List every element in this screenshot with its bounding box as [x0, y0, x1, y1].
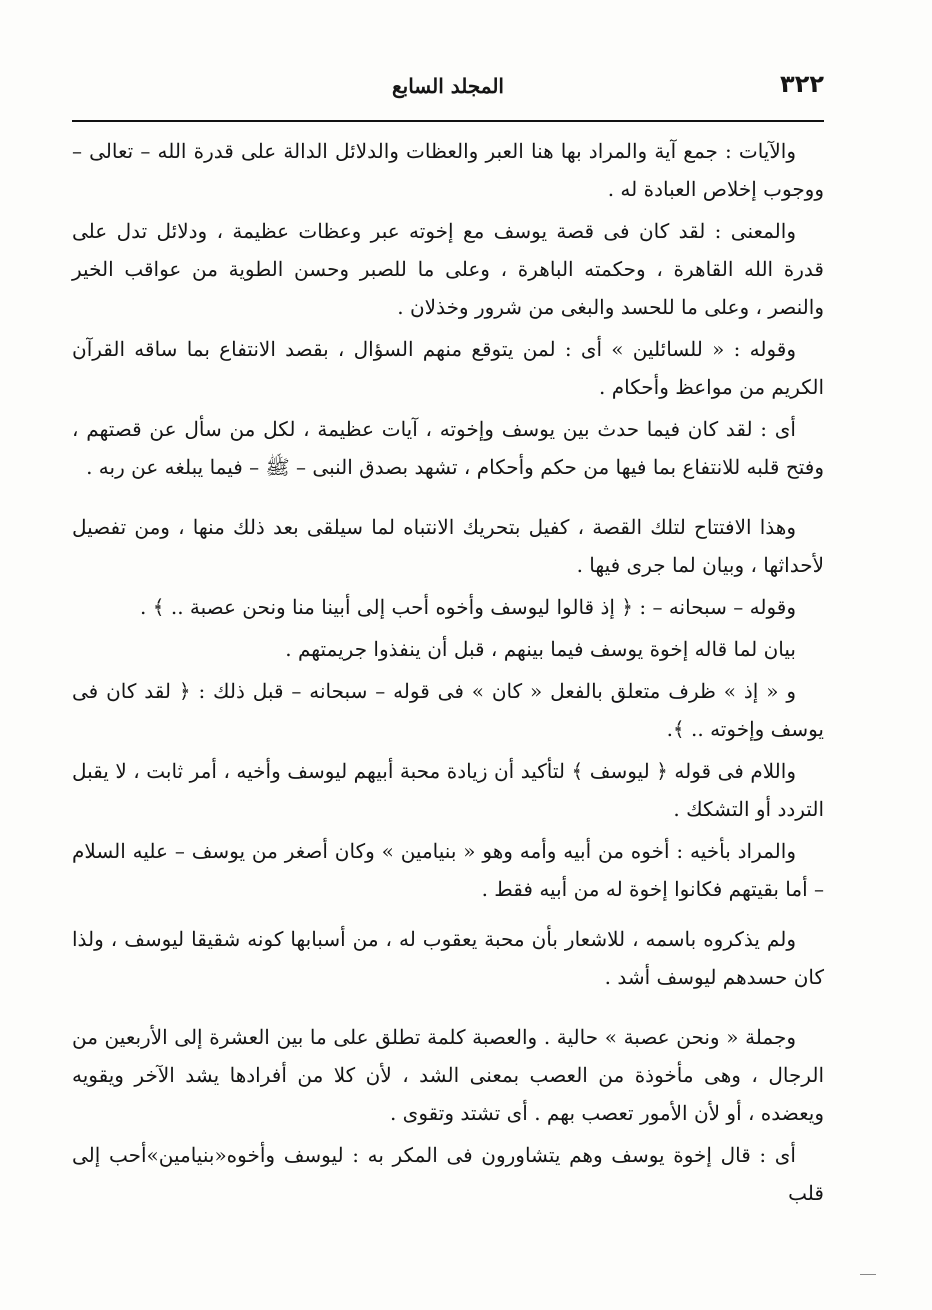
- paragraph-3: وقوله : « للسائلين » أى : لمن يتوقع منهم السؤال ، بقصد الانتفاع بما ساقه القرآن الكريم من مواعظ وأحكام .: [72, 337, 824, 399]
- page-number: ٣٢٢: [780, 70, 824, 98]
- page-header: [72, 64, 824, 122]
- paragraph-4: أى : لقد كان فيما حدث بين يوسف وإخوته ، آيات عظيمة ، لكل من سأل عن قصتهم ، وفتح قلبه للانتفاع بما فيها من حكم وأحكام ، تشهد بصدق النبى – ﷺ – فيما يبلغه عن ربه .: [72, 417, 824, 479]
- paragraph-7: بيان لما قاله إخوة يوسف فيما بينهم ، قبل أن ينفذوا جريمتهم .: [285, 637, 796, 661]
- paragraph-6: وقوله – سبحانه – : ﴿ إذ قالوا ليوسف وأخوه أحب إلى أبينا منا ونحن عصبة .. ﴾ .: [140, 595, 796, 619]
- running-title: المجلد السابع: [391, 74, 504, 98]
- paragraph-8: و « إذ » ظرف متعلق بالفعل « كان » فى قوله – سبحانه – قبل ذلك : ﴿ لقد كان فى يوسف وإخوته .. ﴾.: [72, 679, 824, 741]
- page-body: [72, 132, 824, 1224]
- paragraph-5: وهذا الافتتاح لتلك القصة ، كفيل بتحريك الانتباه لما سيلقى بعد ذلك منها ، ومن تفصيل لأحداثها ، وبيان لما جرى فيها .: [72, 515, 824, 577]
- header-rule: [72, 120, 824, 122]
- paragraph-2: والمعنى : لقد كان فى قصة يوسف مع إخوته عبر وعظات عظيمة ، ودلائل تدل على قدرة الله القاهرة ، وحكمته الباهرة ، وعلى ما للصبر وحسن الطوية من عواقب الخير والنصر ، وعلى ما للحسد والبغى من شرور وخذلان .: [72, 219, 824, 319]
- paragraph-12: وجملة « ونحن عصبة » حالية . والعصبة كلمة تطلق على ما بين العشرة إلى الأربعين من الرجال ، وهى مأخوذة من العصب بمعنى الشد ، لأن كلا من أفرادها يشد الآخر ويقويه ويعضده ، أو لأن الأمور تعصب بهم . أى تشتد وتقوى .: [72, 1025, 824, 1125]
- paragraph-13: أى : قال إخوة يوسف وهم يتشاورون فى المكر به : ليوسف وأخوه«بنيامين»أحب إلى قلب: [72, 1143, 824, 1205]
- paragraph-11: ولم يذكروه باسمه ، للاشعار بأن محبة يعقوب له ، من أسبابها كونه شقيقا ليوسف ، ولذا كان حسدهم ليوسف أشد .: [72, 927, 824, 989]
- page-mark: [860, 1274, 876, 1275]
- paragraph-1: والآيات : جمع آية والمراد بها هنا العبر والعظات والدلائل الدالة على قدرة الله – تعالى – ووجوب إخلاص العبادة له .: [72, 139, 824, 201]
- paragraph-9: واللام فى قوله ﴿ ليوسف ﴾ لتأكيد أن زيادة محبة أبيهم ليوسف وأخيه ، أمر ثابت ، لا يقبل التردد أو التشكك .: [72, 759, 824, 821]
- paragraph-10: والمراد بأخيه : أخوه من أبيه وأمه وهو « بنيامين » وكان أصغر من يوسف – عليه السلام – أما بقيتهم فكانوا إخوة له من أبيه فقط .: [72, 839, 824, 901]
